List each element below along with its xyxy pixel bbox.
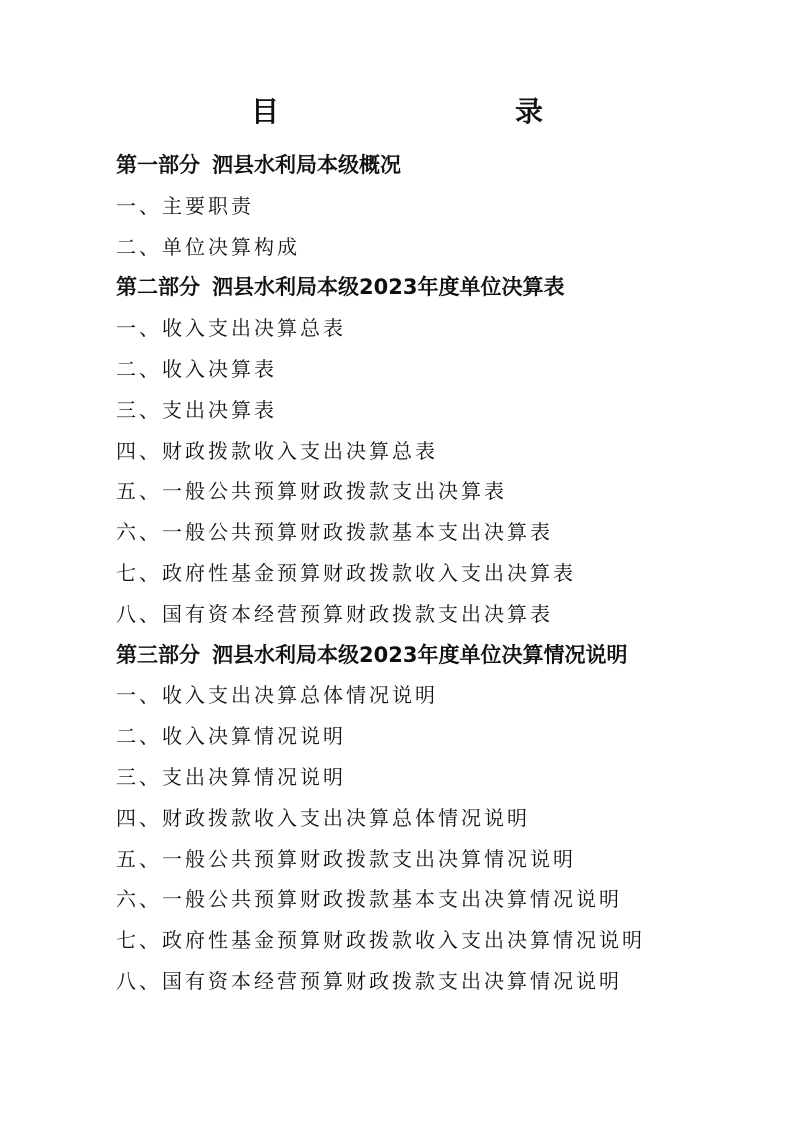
toc-item: 四、财政拨款收入支出决算总体情况说明 xyxy=(116,805,530,830)
toc-item: 四、财政拨款收入支出决算总表 xyxy=(116,438,438,463)
toc-item: 一、收入支出决算总体情况说明 xyxy=(116,683,438,708)
toc-item: 八、国有资本经营预算财政拨款支出决算表 xyxy=(116,601,553,626)
toc-item: 三、支出决算表 xyxy=(116,397,277,422)
toc-part-1-heading xyxy=(116,145,756,186)
toc-item: 五、一般公共预算财政拨款支出决算情况说明 xyxy=(116,846,576,871)
toc-part-number: 第三部分 xyxy=(116,642,200,667)
toc-part-2-heading xyxy=(116,267,756,308)
toc-part-number: 第一部分 xyxy=(116,153,200,177)
toc-item: 五、一般公共预算财政拨款支出决算表 xyxy=(116,479,507,504)
toc-item: 七、政府性基金预算财政拨款收入支出决算情况说明 xyxy=(116,928,645,953)
toc-part-number: 第二部分 xyxy=(116,275,200,300)
toc-item: 七、政府性基金预算财政拨款收入支出决算表 xyxy=(116,560,576,585)
toc-part-name: 泗县水利局本级概况 xyxy=(212,153,401,177)
toc-item: 六、一般公共预算财政拨款基本支出决算情况说明 xyxy=(116,887,622,912)
toc-item: 六、一般公共预算财政拨款基本支出决算表 xyxy=(116,520,553,545)
toc-item: 二、收入决算表 xyxy=(116,356,277,381)
toc-item: 二、单位决算构成 xyxy=(116,234,300,259)
toc-item: 一、收入支出决算总表 xyxy=(116,316,346,341)
toc-title: 目 录 xyxy=(250,95,603,128)
toc-item: 三、支出决算情况说明 xyxy=(116,764,346,789)
toc-part-3-heading xyxy=(116,635,756,676)
toc-part-name: 泗县水利局本级2023年度单位决算表 xyxy=(212,275,565,300)
toc-item: 一、主要职责 xyxy=(116,193,254,218)
toc-item: 二、收入决算情况说明 xyxy=(116,724,346,749)
toc-part-name: 泗县水利局本级2023年度单位决算情况说明 xyxy=(212,642,628,667)
toc-item: 八、国有资本经营预算财政拨款支出决算情况说明 xyxy=(116,968,622,993)
toc-list xyxy=(116,145,756,1002)
